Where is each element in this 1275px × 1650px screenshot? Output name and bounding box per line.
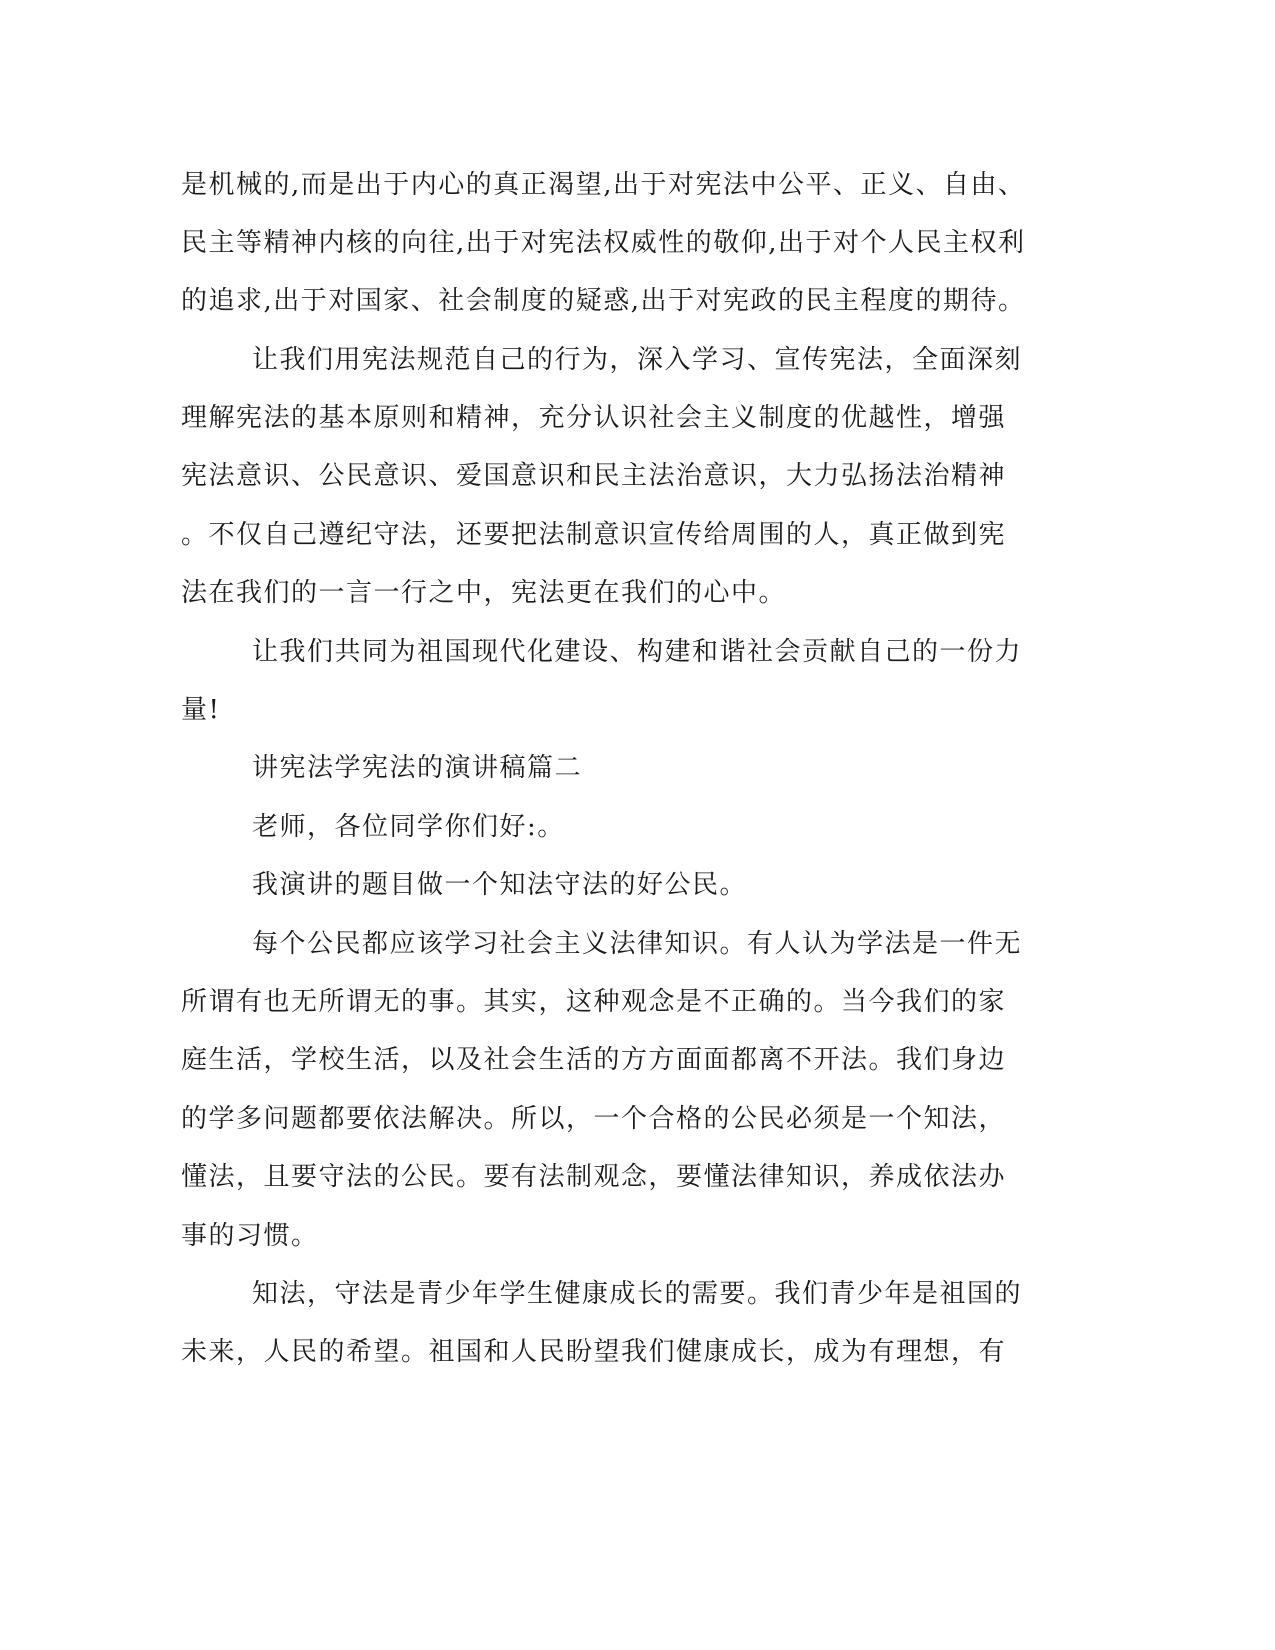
text-line: 懂法，且要守法的公民。要有法制观念，要懂法律知识，养成依法办 bbox=[181, 1162, 1007, 1192]
text-line: 民主等精神内核的向往,出于对宪法权威性的敬仰,出于对个人民主权利 bbox=[181, 228, 1026, 258]
text-line: 法在我们的一言一行之中，宪法更在我们的心中。 bbox=[181, 578, 787, 608]
section-heading: 讲宪法学宪法的演讲稿篇二 bbox=[252, 753, 583, 783]
greeting-line: 老师，各位同学你们好:。 bbox=[252, 812, 565, 842]
text-line: 量! bbox=[181, 695, 221, 725]
text-line: 庭生活，学校生活，以及社会生活的方方面面都离不开法。我们身边 bbox=[181, 1045, 1007, 1075]
text-line: 是机械的,而是出于内心的真正渴望,出于对宪法中公平、正义、自由、 bbox=[181, 170, 1026, 200]
text-line: 的追求,出于对国家、社会制度的疑惑,出于对宪政的民主程度的期待。 bbox=[181, 286, 1026, 316]
text-line: 所谓有也无所谓无的事。其实，这种观念是不正确的。当今我们的家 bbox=[181, 987, 1007, 1017]
speech-topic-line: 我演讲的题目做一个知法守法的好公民。 bbox=[252, 870, 748, 900]
paragraph-first-line: 让我们用宪法规范自己的行为，深入学习、宣传宪法，全面深刻 bbox=[252, 345, 1023, 375]
text-line: 。不仅自己遵纪守法，还要把法制意识宣传给周围的人，真正做到宪 bbox=[181, 520, 1007, 550]
paragraph-first-line: 让我们共同为祖国现代化建设、构建和谐社会贡献自己的一份力 bbox=[252, 637, 1023, 667]
paragraph-first-line: 知法，守法是青少年学生健康成长的需要。我们青少年是祖国的 bbox=[252, 1279, 1023, 1309]
paragraph-first-line: 每个公民都应该学习社会主义法律知识。有人认为学法是一件无 bbox=[252, 929, 1023, 959]
text-line: 的学多问题都要依法解决。所以，一个合格的公民必须是一个知法， bbox=[181, 1104, 1007, 1134]
text-line: 宪法意识、公民意识、爱国意识和民主法治意识，大力弘扬法治精神 bbox=[181, 461, 1007, 491]
text-line: 事的习惯。 bbox=[181, 1221, 319, 1251]
text-line: 理解宪法的基本原则和精神，充分认识社会主义制度的优越性，增强 bbox=[181, 403, 1007, 433]
text-line: 未来，人民的希望。祖国和人民盼望我们健康成长，成为有理想，有 bbox=[181, 1337, 1007, 1367]
